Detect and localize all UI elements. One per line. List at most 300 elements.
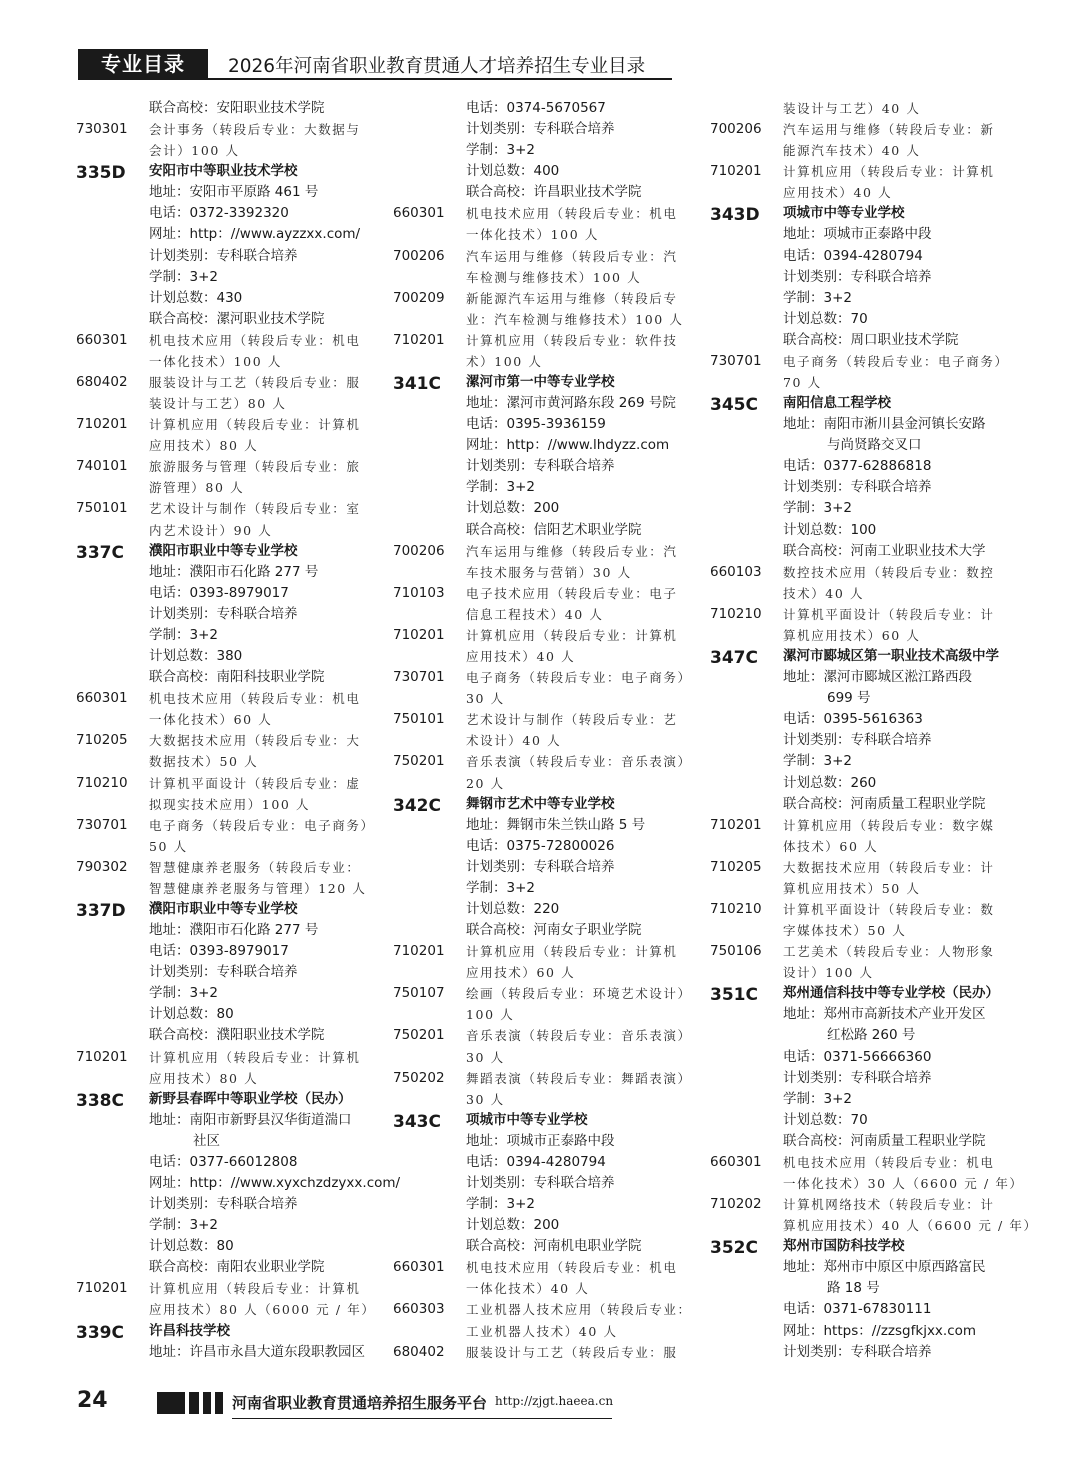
- info-text: 计划总数：70: [783, 310, 868, 327]
- major-text: 服装设计与工艺（转段后专业：服: [149, 375, 361, 391]
- major-entry: [710, 1215, 1038, 1236]
- info-text: 地址：项城市正泰路中段: [466, 1132, 615, 1149]
- info-text: 联合高校：河南质量工程职业学院: [783, 1132, 986, 1149]
- major-text: 汽车运用与维修（转段后专业：新: [783, 122, 995, 138]
- school-entry: [393, 794, 723, 815]
- header-rule: [208, 78, 672, 80]
- info-line: [393, 119, 723, 140]
- major-text: 服装设计与工艺（转段后专业：服: [466, 1344, 678, 1360]
- footer-bars-logo: [157, 1392, 227, 1414]
- school-name: 南阳信息工程学校: [783, 395, 891, 412]
- major-entry: [76, 498, 406, 519]
- info-text: 计划总数：200: [466, 1217, 560, 1234]
- major-text: 能源汽车技术）40 人: [783, 143, 921, 159]
- info-text: 路 18 号: [827, 1280, 880, 1297]
- major-entry: [393, 625, 723, 646]
- school-name: 漯河市第一中等专业学校: [466, 374, 615, 391]
- info-text: 学制：3+2: [149, 985, 218, 1002]
- major-text: 工艺美术（转段后专业：人物形象: [783, 944, 995, 960]
- major-entry: [393, 1257, 723, 1278]
- major-text: 计算机应用（转段后专业：软件技: [466, 332, 678, 348]
- major-code: 660301: [393, 205, 445, 222]
- info-text: 计划类别：专科联合培养: [466, 121, 615, 138]
- major-code: 710201: [710, 163, 762, 180]
- info-text: 电话：0377-62886818: [783, 458, 932, 475]
- info-text: 地址：舞钢市朱兰铁山路 5 号: [466, 816, 646, 833]
- info-line: [710, 288, 1010, 309]
- major-text: 体技术）60 人: [783, 838, 879, 854]
- info-text: 学制：3+2: [466, 479, 535, 496]
- major-text: 会计事务（转段后专业：大数据与: [149, 122, 361, 138]
- major-entry: [393, 1278, 723, 1299]
- major-code: 710210: [710, 605, 762, 622]
- info-text: 地址：郑州市高新技术产业开发区: [783, 1006, 986, 1023]
- info-line: [76, 941, 406, 962]
- info-line: [393, 393, 723, 414]
- school-name: 漯河市郾城区第一职业技术高级中学: [783, 648, 999, 665]
- major-code: 660301: [76, 331, 128, 348]
- school-code: 342C: [393, 795, 441, 816]
- info-text: 计划总数：380: [149, 648, 243, 665]
- major-text: 算机应用技术）40 人（6600 元 / 年）: [783, 1218, 1038, 1234]
- school-code: 347C: [710, 648, 758, 669]
- major-entry: [393, 203, 723, 224]
- major-entry: [76, 773, 406, 794]
- major-code: 700206: [710, 121, 762, 138]
- info-line: [710, 498, 1010, 519]
- major-code: 710202: [710, 1196, 762, 1213]
- info-line: [710, 224, 1010, 245]
- major-text: 舞蹈表演（转段后专业：舞蹈表演）: [466, 1070, 692, 1086]
- info-line: [76, 1257, 406, 1278]
- major-entry: [710, 372, 1010, 393]
- major-text: 业：汽车检测与维修技术）100 人: [466, 311, 684, 327]
- header-title: 2026年河南省职业教育贯通人才培养招生专业目录: [228, 56, 646, 77]
- major-text: 车检测与维修技术）100 人: [466, 269, 642, 285]
- info-text: 地址：南阳市淅川县金河镇长安路: [783, 416, 986, 433]
- major-entry: [710, 583, 1010, 604]
- school-name: 项城市中等专业学校: [466, 1111, 588, 1128]
- major-text: 机电技术应用（转段后专业：机电: [149, 332, 361, 348]
- major-entry: [393, 1342, 723, 1363]
- major-text: 智慧健康养老服务与管理）120 人: [149, 880, 367, 896]
- info-line: [393, 1215, 723, 1236]
- major-text: 旅游服务与管理（转段后专业：旅: [149, 459, 361, 475]
- major-entry: [393, 288, 723, 309]
- school-code: 339C: [76, 1322, 124, 1343]
- info-line: [710, 477, 1010, 498]
- major-code: 710103: [393, 584, 445, 601]
- major-entry: [76, 330, 406, 351]
- major-text: 装设计与工艺）80 人: [149, 396, 287, 412]
- major-entry: [710, 857, 1010, 878]
- major-code: 680402: [393, 1343, 445, 1360]
- info-text: 网址：http：//www.ayzzxx.com/: [149, 226, 361, 243]
- school-entry: [710, 1236, 1010, 1257]
- info-text: 电话：0372-3392320: [149, 205, 289, 222]
- major-code: 750107: [393, 985, 445, 1002]
- major-entry: [393, 583, 723, 604]
- major-code: 700206: [393, 542, 445, 559]
- info-line: [393, 456, 723, 477]
- major-text: 拟现实技术应用）100 人: [149, 796, 311, 812]
- major-entry: [393, 309, 723, 330]
- info-text: 计划类别：专科联合培养: [783, 1069, 932, 1086]
- info-line: [393, 836, 723, 857]
- major-text: 50 人: [149, 838, 188, 854]
- major-entry: [393, 246, 723, 267]
- info-line: [710, 1110, 1010, 1131]
- major-entry: [76, 709, 406, 730]
- info-line: [76, 583, 406, 604]
- info-text: 计划类别：专科联合培养: [466, 1174, 615, 1191]
- major-code: 680402: [76, 374, 128, 391]
- info-line: [710, 773, 1010, 794]
- major-text: 音乐表演（转段后专业：音乐表演）: [466, 754, 692, 770]
- info-line: [393, 1131, 723, 1152]
- info-text: 计划总数：430: [149, 289, 243, 306]
- major-text: 工业机器人技术）40 人: [466, 1323, 618, 1339]
- major-text: 30 人: [466, 1049, 505, 1065]
- info-line: [393, 477, 723, 498]
- info-text: 电话：0395-3936159: [466, 416, 606, 433]
- info-text: 与尚贤路交叉口: [827, 437, 922, 454]
- major-entry: [393, 983, 723, 1004]
- info-text: 地址：濮阳市石化路 277 号: [149, 922, 319, 939]
- info-line: [76, 267, 406, 288]
- major-code: 730701: [710, 352, 762, 369]
- major-entry: [76, 1278, 406, 1299]
- major-text: 艺术设计与制作（转段后专业：室: [149, 501, 361, 517]
- info-line: [393, 1152, 723, 1173]
- column-1: [76, 98, 406, 1368]
- major-code: 710201: [393, 626, 445, 643]
- info-line: [710, 1047, 1010, 1068]
- major-text: 计算机应用（转段后专业：计算机: [149, 1049, 361, 1065]
- major-text: 计算机应用（转段后专业：计算机: [149, 1281, 361, 1297]
- major-entry: [76, 119, 406, 140]
- major-entry: [393, 1068, 723, 1089]
- major-text: 一体化技术）100 人: [466, 227, 599, 243]
- info-text: 计划总数：80: [149, 1006, 234, 1023]
- major-text: 20 人: [466, 775, 505, 791]
- info-text: 网址：http：//www.xyxchzdzyxx.com/: [149, 1174, 401, 1191]
- major-code: 700209: [393, 289, 445, 306]
- major-text: 机电技术应用（转段后专业：机电: [149, 691, 361, 707]
- major-entry: [710, 351, 1010, 372]
- info-text: 计划总数：70: [783, 1111, 868, 1128]
- school-entry: [76, 1089, 406, 1110]
- major-text: 字媒体技术）50 人: [783, 923, 907, 939]
- info-text: 网址：https：//zzsgfkjxx.com: [783, 1322, 977, 1339]
- major-entry: [76, 878, 406, 899]
- major-code: 750101: [393, 711, 445, 728]
- info-line: [710, 456, 1010, 477]
- major-text: 算机应用技术）60 人: [783, 627, 921, 643]
- info-line: [76, 1236, 406, 1257]
- major-entry: [393, 941, 723, 962]
- major-code: 710210: [76, 774, 128, 791]
- major-entry: [710, 604, 1010, 625]
- major-text: 应用技术）60 人: [466, 965, 576, 981]
- info-line: [76, 309, 406, 330]
- info-text: 计划类别：专科联合培养: [149, 964, 298, 981]
- major-entry: [393, 730, 723, 751]
- major-code: 730701: [393, 669, 445, 686]
- major-code: 710201: [76, 1280, 128, 1297]
- major-code: 660303: [393, 1301, 445, 1318]
- major-text: 30 人: [466, 1091, 505, 1107]
- info-line: [710, 794, 1010, 815]
- school-name: 许昌科技学校: [149, 1322, 230, 1339]
- major-text: 游管理）80 人: [149, 480, 245, 496]
- major-code: 700206: [393, 247, 445, 264]
- info-line: [76, 1152, 406, 1173]
- school-entry: [393, 1110, 723, 1131]
- school-entry: [76, 1321, 406, 1342]
- info-line: [710, 1257, 1010, 1278]
- info-text: 计划类别：专科联合培养: [783, 268, 932, 285]
- info-line: [76, 98, 406, 119]
- info-line: [710, 1131, 1010, 1152]
- section-badge: 专业目录: [78, 49, 208, 80]
- info-text: 电话：0374-5670567: [466, 100, 606, 116]
- info-line: [393, 414, 723, 435]
- info-line: [76, 667, 406, 688]
- info-line: [393, 899, 723, 920]
- major-code: 740101: [76, 458, 128, 475]
- major-code: 710201: [76, 1048, 128, 1065]
- info-text: 计划总数：260: [783, 774, 877, 791]
- info-line: [710, 1004, 1010, 1025]
- major-text: 绘画（转段后专业：环境艺术设计）: [466, 986, 692, 1002]
- school-name: 濮阳市职业中等专业学校: [149, 900, 298, 917]
- major-entry: [393, 1047, 723, 1068]
- major-code: 660301: [76, 690, 128, 707]
- info-line: [710, 688, 1010, 709]
- school-entry: [710, 203, 1010, 224]
- info-line: [76, 224, 406, 245]
- major-entry: [76, 794, 406, 815]
- info-text: 电话：0393-8979017: [149, 584, 289, 601]
- major-text: 装设计与工艺）40 人: [783, 101, 921, 116]
- major-entry: [393, 351, 723, 372]
- info-text: 联合高校：河南质量工程职业学院: [783, 795, 986, 812]
- info-text: 学制：3+2: [149, 1217, 218, 1234]
- info-line: [393, 1173, 723, 1194]
- school-code: 343D: [710, 205, 760, 226]
- info-line: [710, 667, 1010, 688]
- info-text: 计划类别：专科联合培养: [783, 479, 932, 496]
- info-text: 电话：0394-4280794: [783, 247, 923, 264]
- info-text: 地址：项城市正泰路中段: [783, 226, 932, 243]
- info-line: [393, 815, 723, 836]
- major-entry: [393, 541, 723, 562]
- info-line: [710, 267, 1010, 288]
- school-code: 352C: [710, 1238, 758, 1259]
- school-name: 郑州市国防科技学校: [783, 1238, 905, 1255]
- major-entry: [393, 688, 723, 709]
- info-text: 地址：安阳市平原路 461 号: [149, 184, 319, 201]
- info-text: 联合高校：周口职业技术学院: [783, 331, 959, 348]
- major-entry: [710, 161, 1010, 182]
- major-entry: [76, 1068, 406, 1089]
- major-entry: [710, 1194, 1010, 1215]
- info-line: [393, 857, 723, 878]
- school-entry: [76, 899, 406, 920]
- major-entry: [393, 604, 723, 625]
- major-entry: [393, 751, 723, 772]
- info-line: [393, 161, 723, 182]
- major-text: 数据技术）50 人: [149, 754, 259, 770]
- info-line: [76, 1194, 406, 1215]
- major-text: 计算机应用（转段后专业：计算机: [466, 944, 678, 960]
- major-entry: [76, 836, 406, 857]
- info-text: 计划类别：专科联合培养: [783, 1343, 932, 1360]
- major-code: 790302: [76, 858, 128, 875]
- major-entry: [710, 625, 1010, 646]
- major-entry: [76, 477, 406, 498]
- info-line: [710, 1342, 1010, 1363]
- major-text: 电子商务（转段后专业：电子商务）: [783, 353, 1009, 369]
- major-entry: [76, 140, 406, 161]
- info-line: [76, 1342, 406, 1363]
- major-entry: [76, 688, 406, 709]
- info-text: 计划类别：专科联合培养: [783, 732, 932, 749]
- info-line: [76, 604, 406, 625]
- info-line: [710, 709, 1010, 730]
- major-code: 710201: [76, 416, 128, 433]
- info-text: 计划类别：专科联合培养: [149, 1196, 298, 1213]
- info-line: [393, 1236, 723, 1257]
- info-line: [710, 309, 1010, 330]
- major-text: 应用技术）40 人: [466, 649, 576, 665]
- info-line: [76, 920, 406, 941]
- major-code: 660301: [710, 1153, 762, 1170]
- info-text: 电话：0395-5616363: [783, 711, 923, 728]
- info-text: 联合高校：许昌职业技术学院: [466, 184, 642, 201]
- info-text: 计划总数：400: [466, 163, 560, 180]
- major-entry: [76, 414, 406, 435]
- info-line: [393, 520, 723, 541]
- info-text: 学制：3+2: [466, 879, 535, 896]
- info-text: 学制：3+2: [466, 1196, 535, 1213]
- info-line: [76, 625, 406, 646]
- major-entry: [710, 920, 1010, 941]
- info-text: 联合高校：河南机电职业学院: [466, 1238, 642, 1255]
- major-entry: [710, 98, 1010, 119]
- info-line: [76, 562, 406, 583]
- major-text: 机电技术应用（转段后专业：机电: [466, 1260, 678, 1276]
- major-code: 710201: [393, 331, 445, 348]
- major-code: 750202: [393, 1069, 445, 1086]
- info-line: [76, 1110, 406, 1131]
- footer-platform-name: 河南省职业教育贯通培养招生服务平台: [232, 1394, 488, 1412]
- major-text: 术设计）40 人: [466, 733, 562, 749]
- major-text: 计算机应用（转段后专业：计算机: [783, 164, 995, 180]
- school-name: 新野县春晖中等职业学校（民办）: [149, 1090, 352, 1107]
- info-line: [710, 730, 1010, 751]
- school-entry: [710, 393, 1010, 414]
- info-text: 电话：0377-66012808: [149, 1153, 298, 1170]
- info-text: 电话：0371-56666360: [783, 1048, 932, 1065]
- column-2: [393, 98, 723, 1368]
- major-code: 750106: [710, 943, 762, 960]
- major-entry: [76, 520, 406, 541]
- major-text: 技术）40 人: [783, 585, 865, 601]
- major-entry: [393, 562, 723, 583]
- major-entry: [710, 1152, 1010, 1173]
- school-entry: [710, 983, 1010, 1004]
- major-entry: [76, 393, 406, 414]
- info-text: 计划类别：专科联合培养: [149, 247, 298, 264]
- info-line: [76, 1173, 406, 1194]
- info-line: [710, 414, 1010, 435]
- school-name: 郑州通信科技中等专业学校（民办）: [783, 985, 999, 1002]
- footer-url: http://zjgt.haeea.cn: [495, 1394, 614, 1408]
- major-text: 一体化技术）30 人（6600 元 / 年）: [783, 1175, 1024, 1191]
- major-entry: [393, 1089, 723, 1110]
- major-entry: [76, 730, 406, 751]
- major-text: 算机应用技术）50 人: [783, 880, 921, 896]
- info-text: 计划类别：专科联合培养: [466, 858, 615, 875]
- school-code: 335D: [76, 163, 126, 184]
- major-entry: [76, 372, 406, 393]
- info-text: 学制：3+2: [149, 626, 218, 643]
- school-code: 345C: [710, 395, 758, 416]
- major-entry: [393, 646, 723, 667]
- major-text: 电子技术应用（转段后专业：电子: [466, 585, 678, 601]
- info-text: 地址：许昌市永昌大道东段职教园区: [149, 1343, 365, 1360]
- info-text: 699 号: [827, 690, 871, 707]
- major-text: 汽车运用与维修（转段后专业：汽: [466, 248, 678, 264]
- major-entry: [710, 899, 1010, 920]
- info-line: [76, 1215, 406, 1236]
- info-text: 联合高校：濮阳职业技术学院: [149, 1027, 325, 1044]
- major-text: 30 人: [466, 691, 505, 707]
- info-text: 地址：漯河市黄河路东段 269 号院: [466, 395, 676, 412]
- school-name: 项城市中等专业学校: [783, 205, 905, 222]
- major-text: 智慧健康养老服务（转段后专业：: [149, 859, 361, 875]
- major-text: 机电技术应用（转段后专业：机电: [783, 1154, 995, 1170]
- info-line: [710, 1068, 1010, 1089]
- major-text: 数控技术应用（转段后专业：数控: [783, 564, 995, 580]
- info-line: [76, 182, 406, 203]
- info-text: 计划总数：200: [466, 500, 560, 517]
- major-text: 设计）100 人: [783, 965, 874, 981]
- info-text: 联合高校：南阳科技职业学院: [149, 669, 325, 686]
- major-text: 应用技术）80 人: [149, 438, 259, 454]
- major-entry: [393, 1004, 723, 1025]
- info-text: 学制：3+2: [783, 500, 852, 517]
- column-3: [710, 98, 1038, 1368]
- info-line: [710, 1089, 1010, 1110]
- major-text: 计算机平面设计（转段后专业：虚: [149, 775, 361, 791]
- major-entry: [393, 962, 723, 983]
- major-text: 计算机平面设计（转段后专业：计: [783, 606, 995, 622]
- info-text: 计划类别：专科联合培养: [466, 458, 615, 475]
- footer-rule: [232, 1418, 612, 1419]
- major-entry: [76, 857, 406, 878]
- major-entry: [710, 119, 1010, 140]
- major-text: 应用技术）80 人（6000 元 / 年）: [149, 1302, 376, 1318]
- school-code: 338C: [76, 1090, 124, 1111]
- major-code: 710210: [710, 900, 762, 917]
- info-line: [710, 1278, 1010, 1299]
- info-line: [710, 330, 1010, 351]
- major-text: 70 人: [783, 375, 822, 391]
- info-text: 社区: [193, 1132, 220, 1149]
